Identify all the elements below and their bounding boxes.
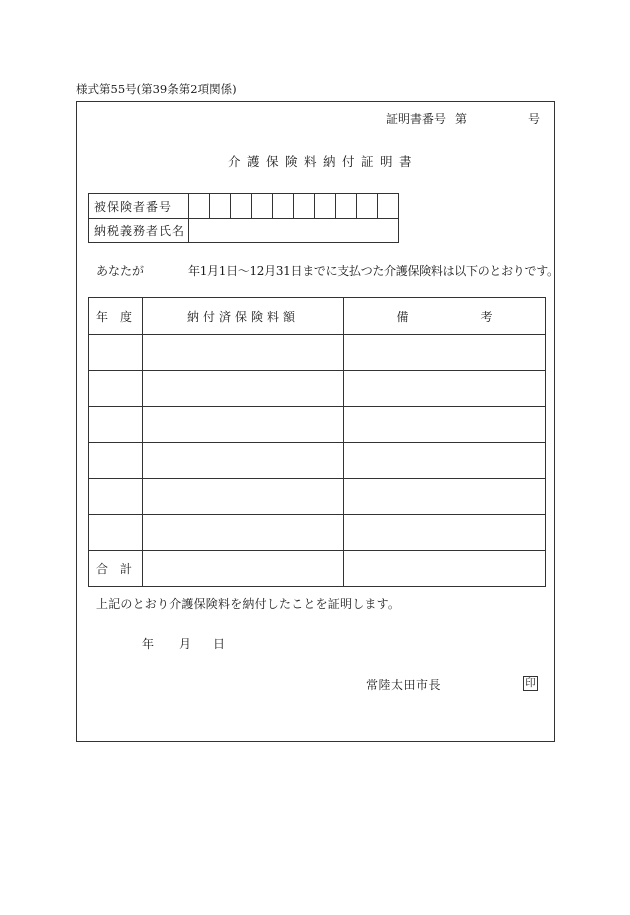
year-cell[interactable]	[89, 407, 143, 443]
issuer-name: 常陸太田市長	[366, 678, 442, 692]
cert-number-suffix: 号	[528, 112, 541, 126]
amount-cell[interactable]	[143, 371, 344, 407]
notice-prefix: あなたが	[96, 264, 145, 278]
remarks-cell[interactable]	[344, 479, 546, 515]
remarks-cell[interactable]	[344, 407, 546, 443]
form-label: 様式第55号(第39条第2項関係)	[76, 82, 237, 96]
table-row	[89, 443, 546, 479]
table-row	[89, 479, 546, 515]
insured-number-digit-9[interactable]	[357, 194, 378, 219]
insured-number-digit-7[interactable]	[315, 194, 336, 219]
header-remarks: 備 考	[344, 298, 546, 335]
insured-number-row	[89, 194, 399, 219]
cert-number-label: 証明書番号	[386, 112, 447, 126]
table-row	[89, 371, 546, 407]
insured-number-digit-5[interactable]	[273, 194, 294, 219]
remarks-cell[interactable]	[344, 335, 546, 371]
amount-cell[interactable]	[143, 479, 344, 515]
header-paid-amount: 納付済保険料額	[143, 298, 344, 335]
table-row	[89, 335, 546, 371]
seal-mark: 印	[523, 676, 538, 691]
remarks-cell[interactable]	[344, 371, 546, 407]
amount-cell[interactable]	[143, 443, 344, 479]
year-cell[interactable]	[89, 335, 143, 371]
header-fiscal-year: 年 度	[89, 298, 143, 335]
taxpayer-name-label: 納税義務者氏名	[89, 219, 189, 243]
document-title: 介護保険料納付証明書	[228, 154, 419, 169]
insured-number-digit-4[interactable]	[252, 194, 273, 219]
year-cell[interactable]	[89, 371, 143, 407]
year-cell[interactable]	[89, 479, 143, 515]
id-table	[88, 193, 399, 243]
insured-number-digit-3[interactable]	[231, 194, 252, 219]
insured-number-digit-6[interactable]	[294, 194, 315, 219]
cert-number-prefix: 第	[455, 112, 468, 126]
certification-statement: 上記のとおり介護保険料を納付したことを証明します。	[96, 597, 401, 611]
table-row	[89, 407, 546, 443]
payment-table-header	[89, 298, 546, 335]
table-row	[89, 515, 546, 551]
taxpayer-name-field[interactable]	[189, 219, 399, 243]
year-cell[interactable]	[89, 515, 143, 551]
total-label: 合 計	[89, 551, 143, 587]
insured-number-digit-8[interactable]	[336, 194, 357, 219]
remarks-cell[interactable]	[344, 443, 546, 479]
taxpayer-name-row	[89, 219, 399, 243]
total-amount-cell[interactable]	[143, 551, 344, 587]
notice-body: 年1月1日～12月31日までに支払つた介護保険料は以下のとおりです。	[188, 264, 559, 278]
insured-number-digit-10[interactable]	[378, 194, 399, 219]
payment-table	[88, 297, 546, 587]
date-year-label: 年	[142, 637, 155, 651]
insured-number-label: 被保険者番号	[89, 194, 189, 219]
amount-cell[interactable]	[143, 335, 344, 371]
total-row	[89, 551, 546, 587]
date-day-label: 日	[213, 637, 226, 651]
amount-cell[interactable]	[143, 407, 344, 443]
amount-cell[interactable]	[143, 515, 344, 551]
insured-number-digit-2[interactable]	[210, 194, 231, 219]
total-remarks-cell[interactable]	[344, 551, 546, 587]
date-month-label: 月	[179, 637, 192, 651]
insured-number-digit-1[interactable]	[189, 194, 210, 219]
year-cell[interactable]	[89, 443, 143, 479]
remarks-cell[interactable]	[344, 515, 546, 551]
